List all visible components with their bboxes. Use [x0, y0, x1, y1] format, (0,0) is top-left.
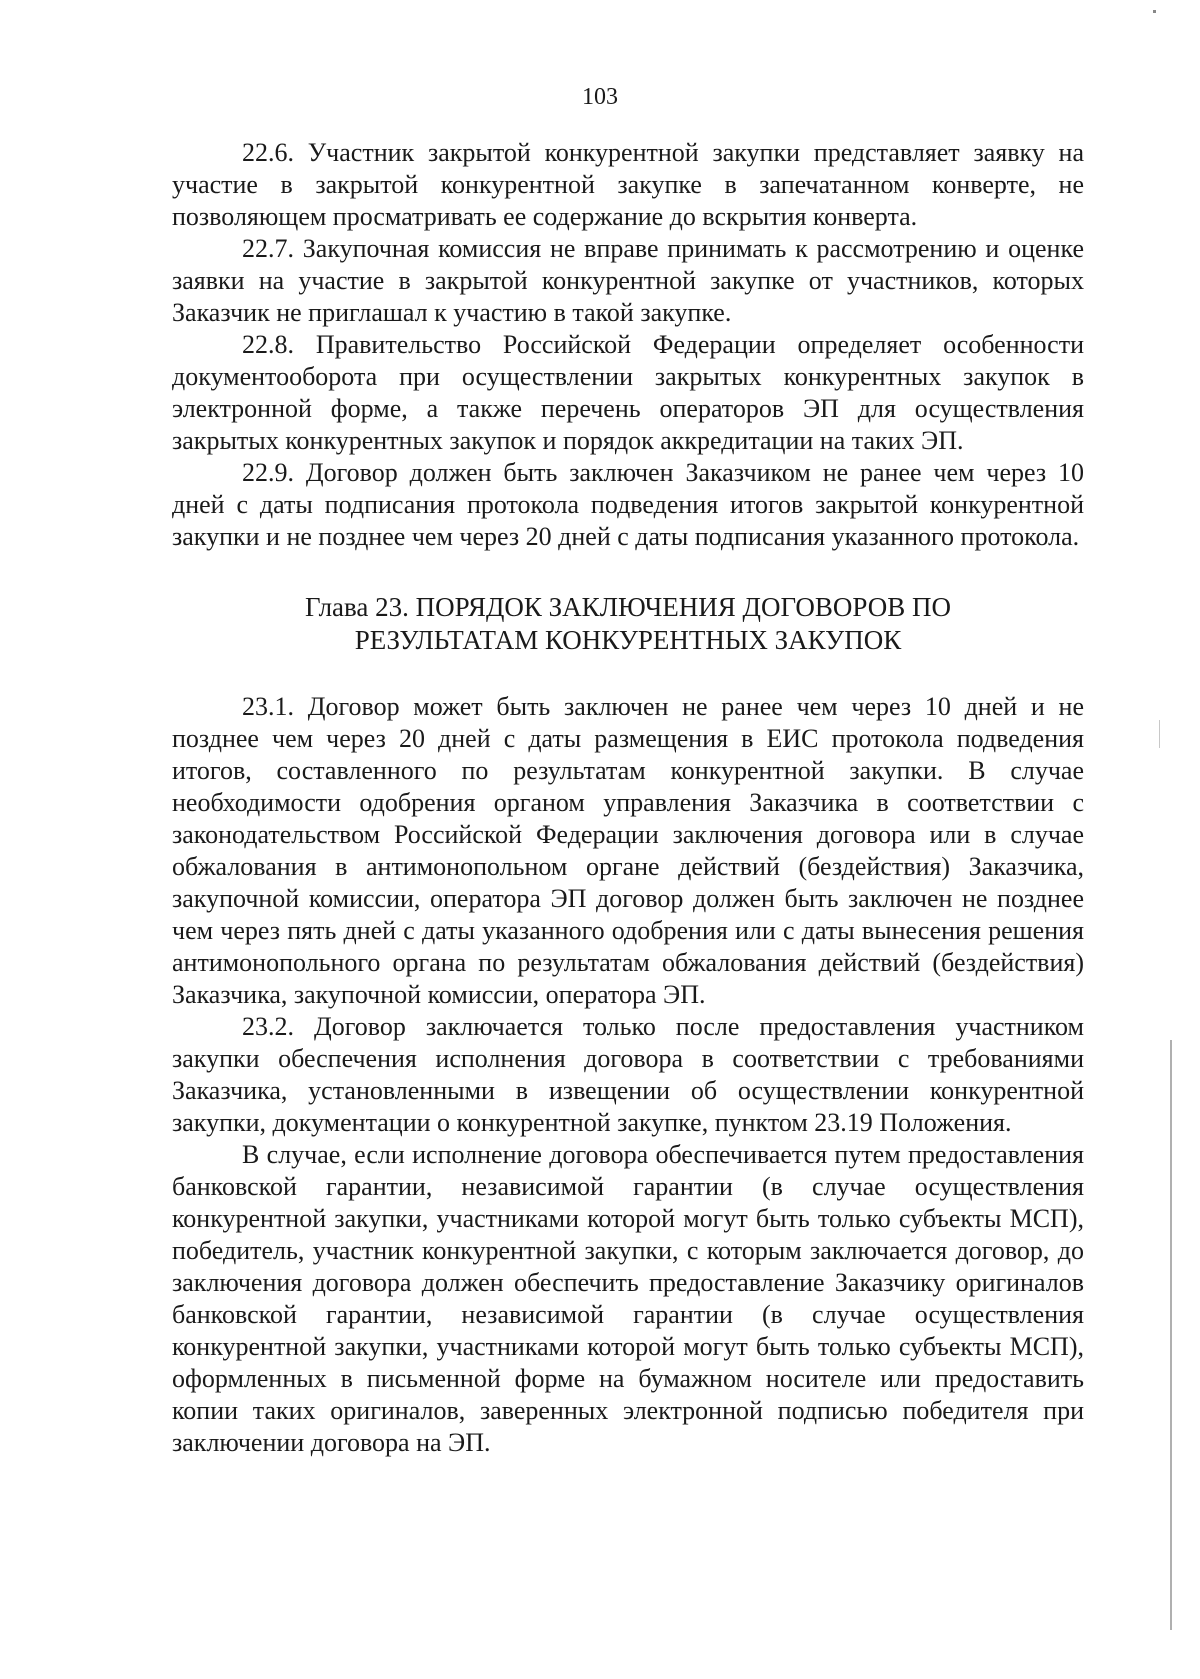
chapter-heading-line-2: РЕЗУЛЬТАТАМ КОНКУРЕНТНЫХ ЗАКУПОК — [354, 625, 902, 655]
scan-artifact — [1159, 720, 1160, 748]
paragraph-22-8: 22.8. Правительство Российской Федерации определяет особенности документооборота при осуществлении закрытых конкурентных закупок в электронной форме, а также перечень операторов ЭП для осуществления закрытых конкурентных закупок и порядок аккредитации на таких ЭП. — [172, 330, 1084, 455]
paragraph-23-2-continued: В случае, если исполнение договора обеспечивается путем предоставления банковской гарантии, независимой гарантии (в случае осуществления конкурентной закупки, участниками которой могут быть только субъекты МСП), победитель, участник конкурентной закупки, с которым заключается договор, до заключения договора должен обеспечить предоставление Заказчику оригиналов банковской гарантии, независимой гарантии (в случае осуществления конкурентной закупки, участниками которой могут быть только субъекты МСП), оформленных в письменной форме на бумажном носителе или предоставить копии таких оригиналов, заверенных электронной подписью победителя при заключении договора на ЭП. — [172, 1140, 1084, 1457]
chapter-heading — [172, 591, 1084, 657]
scan-artifact — [1153, 10, 1156, 13]
page-number: 103 — [582, 84, 618, 110]
paragraph-22-9: 22.9. Договор должен быть заключен Заказчиком не ранее чем через 10 дней с даты подписания протокола подведения итогов закрытой конкурентной закупки и не позднее чем через 20 дней с даты подписания указанного протокола. — [172, 458, 1084, 551]
paragraph-22-7: 22.7. Закупочная комиссия не вправе принимать к рассмотрению и оценке заявки на участие в закрытой конкурентной закупке от участников, которых Заказчик не приглашал к участию в такой закупке. — [172, 234, 1084, 327]
paragraph-23-2: 23.2. Договор заключается только после предоставления участником закупки обеспечения исполнения договора в соответствии с требованиями Заказчика, установленными в извещении об осуществлении конкурентной закупки, документации о конкурентной закупке, пунктом 23.19 Положения. — [172, 1012, 1084, 1137]
paragraph-22-6: 22.6. Участник закрытой конкурентной закупки представляет заявку на участие в закрытой конкурентной закупке в запечатанном конверте, не позволяющем просматривать ее содержание до вскрытия конверта. — [172, 138, 1084, 231]
document-body — [172, 137, 1084, 1459]
chapter-heading-line-1: Глава 23. ПОРЯДОК ЗАКЛЮЧЕНИЯ ДОГОВОРОВ ПО — [305, 592, 951, 622]
scan-edge-line — [1170, 1040, 1172, 1630]
paragraph-23-1: 23.1. Договор может быть заключен не ранее чем через 10 дней и не позднее чем через 20 дней с даты размещения в ЕИС протокола подведения итогов, составленного по результатам конкурентной закупки. В случае необходимости одобрения органом управления Заказчика в соответствии с законодательством Российской Федерации заключения договора или в случае обжалования в антимонопольном органе действий (бездействия) Заказчика, закупочной комиссии, оператора ЭП договор должен быть заключен не позднее чем через пять дней с даты указанного одобрения или с даты вынесения решения антимонопольного органа по результатам обжалования действий (бездействия) Заказчика, закупочной комиссии, оператора ЭП. — [172, 692, 1084, 1009]
